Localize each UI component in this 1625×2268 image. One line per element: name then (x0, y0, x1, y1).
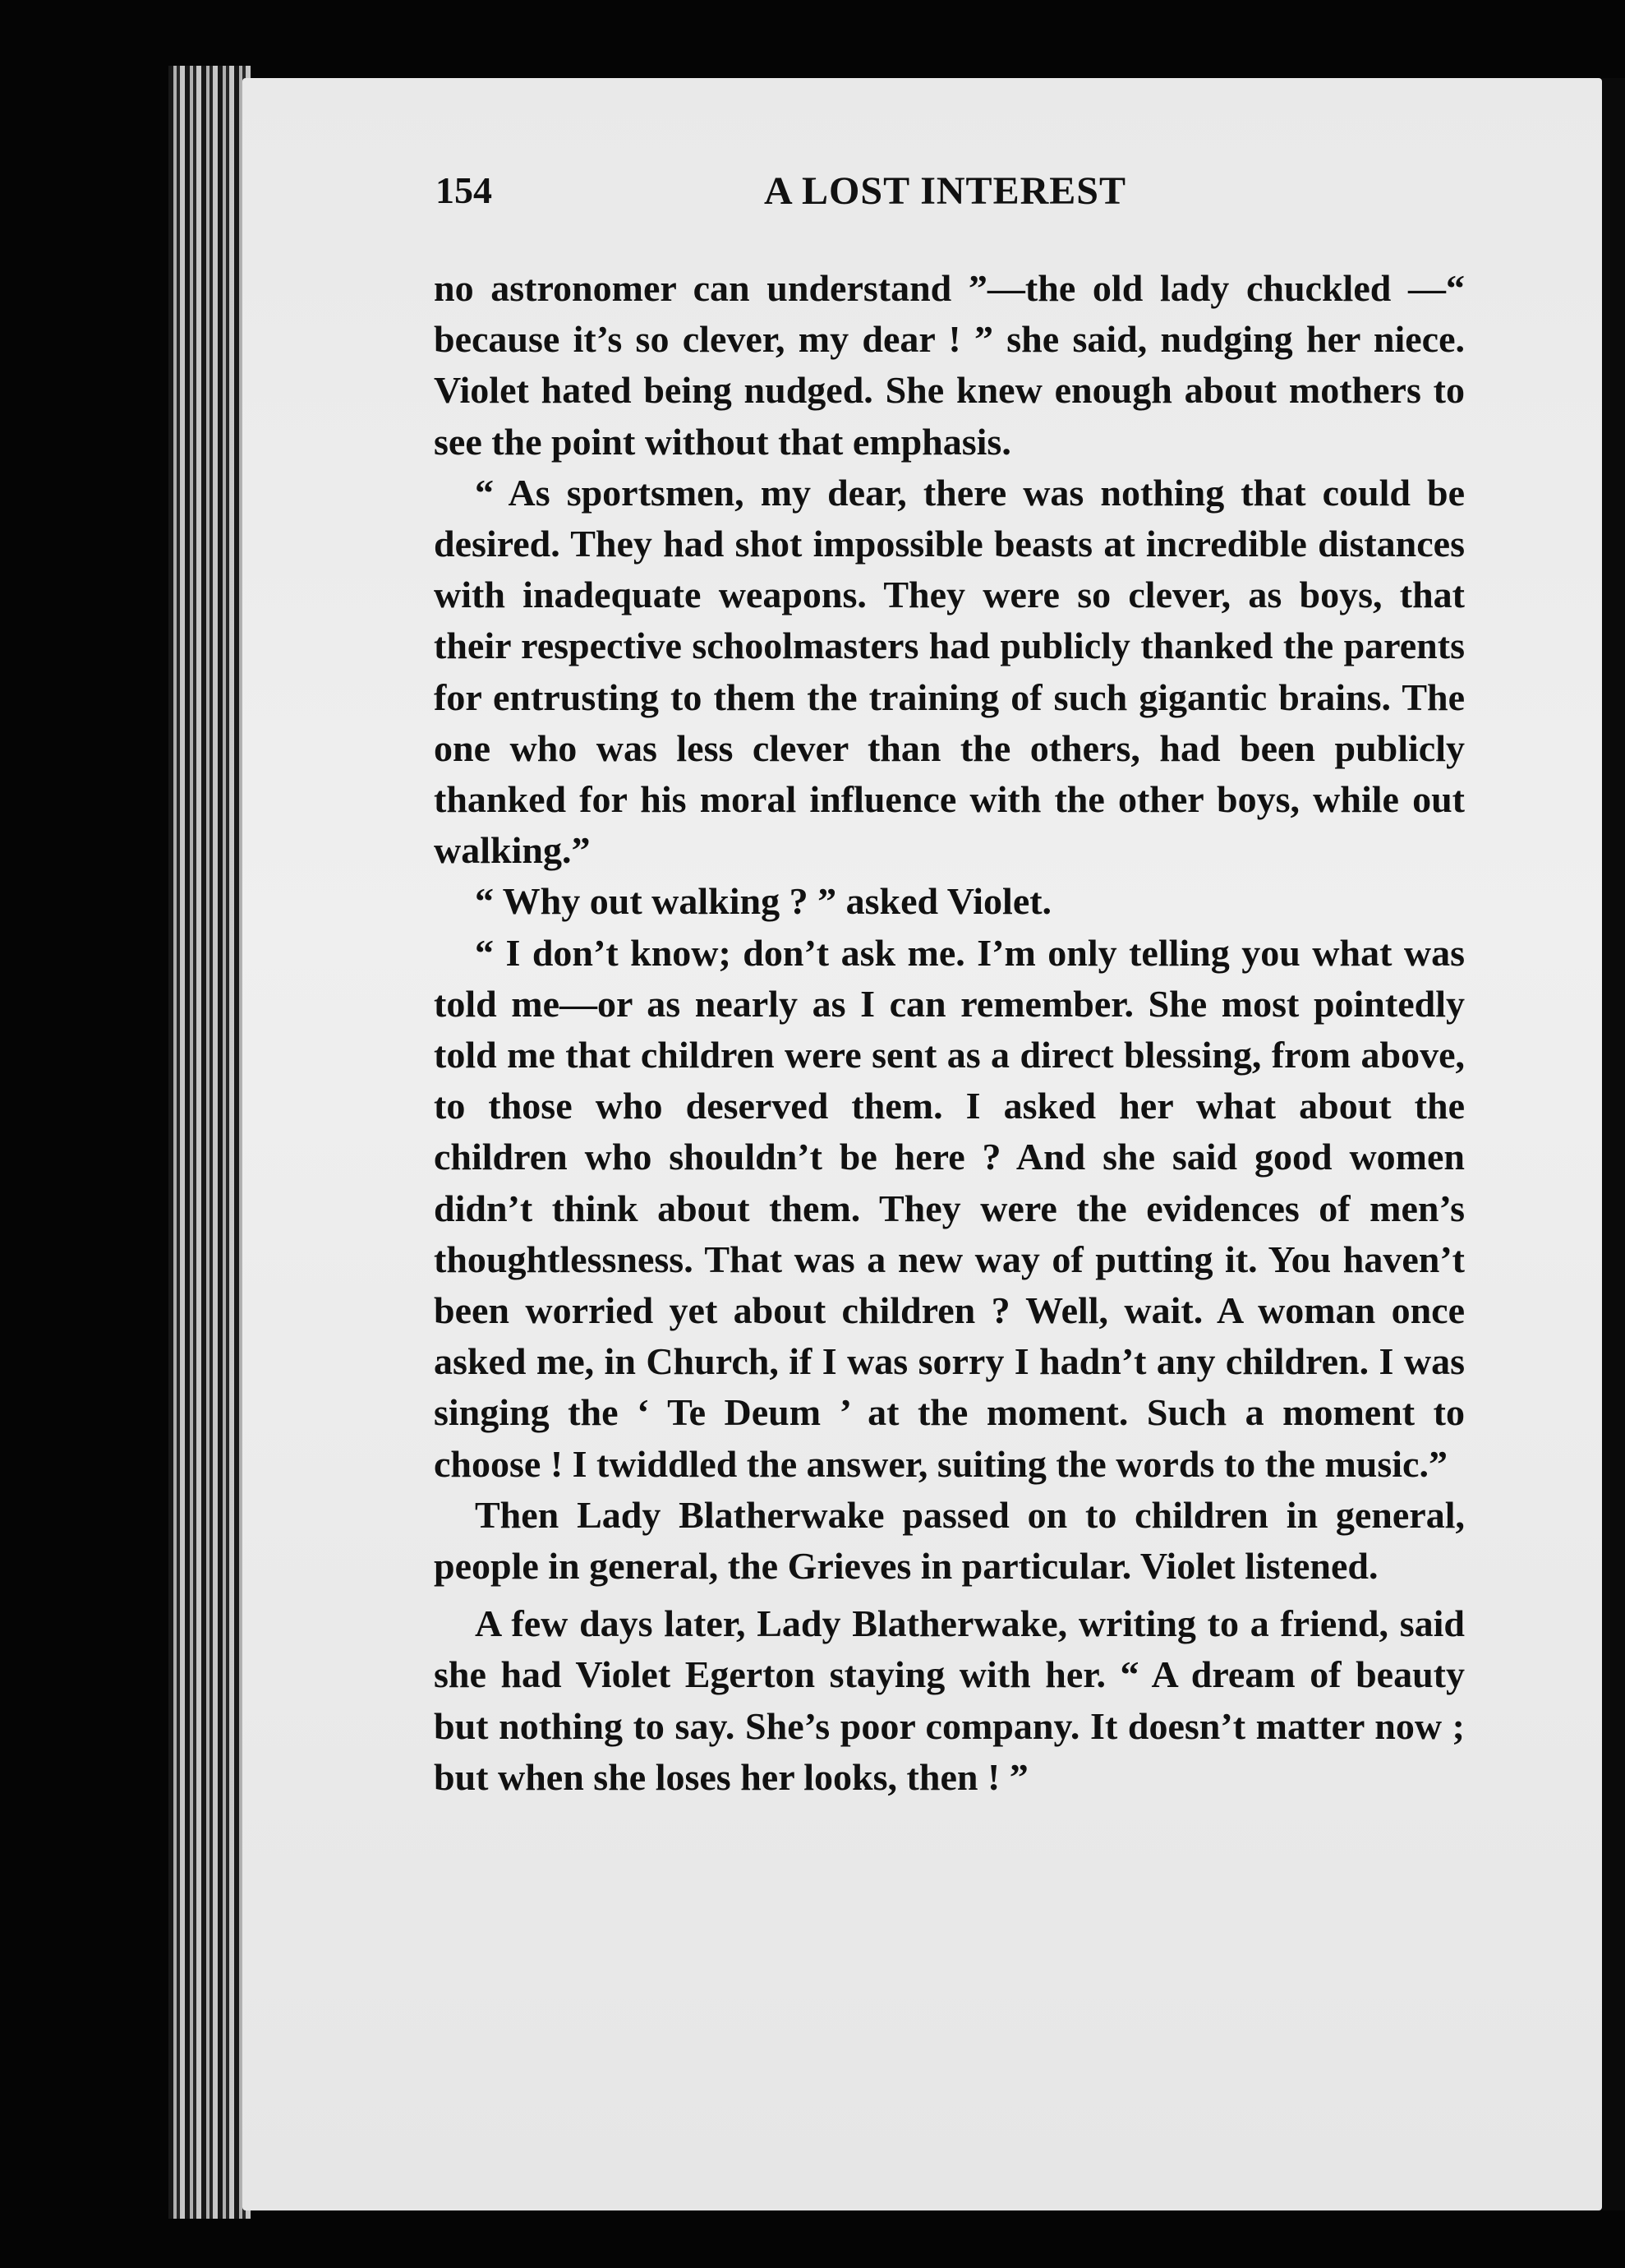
scan-right-border (1602, 78, 1625, 2210)
paragraph: Then Lady Blatherwake passed on to children in general, people in general, the Grieves in particular. Violet listened. (434, 1493, 1465, 1588)
paragraph: “ Why out walking ? ” asked Violet. (475, 880, 1052, 923)
paragraph: “ I don’t know; don’t ask me. I’m only telling you what was told me—or as nearly as I can remember. She most pointedly told me that children were sent as a direct blessing, from above, to those who deserved them. I asked her what about the children who shouldn’t be here ? And she said good women didn’t think about them. They were the evidences of men’s thoughtlessness. That was a new way of putting it. You haven’t been worried yet about children ? Well, wait. A woman once asked me, in Church, if I was sorry I hadn’t any children. I was singing the ‘ Te Deum ’ at the moment. Such a moment to choose ! I twiddled the answer, suiting the words to the music.” (434, 931, 1465, 1485)
paragraph: no astronomer can understand ”—the old lady chuckled —“ because it’s so clever, my dear ! ” she said, nudging her niece. Violet hated being nudged. She knew enough about mothers to see the point without that emphasis. (434, 267, 1465, 463)
book-page-edges (168, 66, 251, 2219)
paragraph: A few days later, Lady Blatherwake, writing to a friend, said she had Violet Egerton staying with her. “ A dream of beauty but nothing to say. She’s poor company. It doesn’t matter now ; but when she loses her looks, then ! ” (434, 1602, 1465, 1798)
page-header (435, 168, 1520, 226)
body-text (434, 263, 1465, 1803)
page-number: 154 (435, 169, 492, 211)
running-title: A LOST INTEREST (764, 169, 1126, 213)
paragraph: “ As sportsmen, my dear, there was nothing that could be desired. They had shot impossible beasts at incredible distances with inadequate weapons. They were so clever, as boys, that their respective schoolmasters had publicly thanked the parents for entrusting to them the training of such gigantic brains. The one who was less clever than the others, had been publicly thanked for his moral influence with the other boys, while out walking.” (434, 471, 1465, 872)
